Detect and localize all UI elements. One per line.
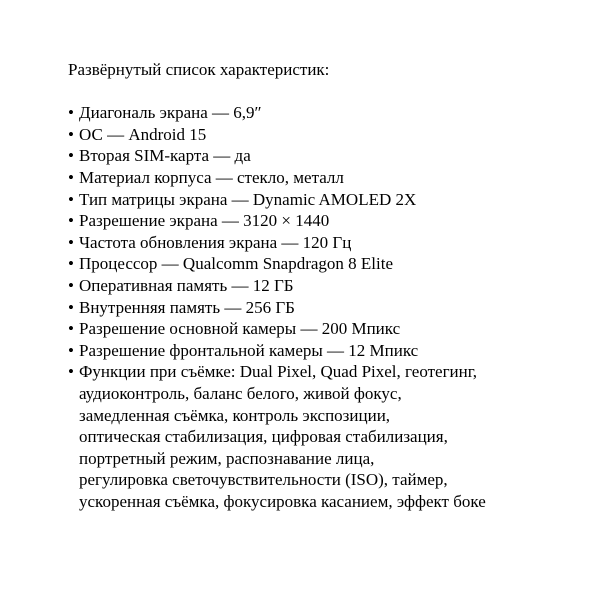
- spec-item-front-camera: [68, 340, 588, 362]
- camera-features-line: замедленная съёмка, контроль экспозиции,: [79, 405, 391, 425]
- bullet-icon: •: [68, 340, 74, 360]
- camera-features-line: регулировка светочувствительности (ISO), таймер,: [79, 470, 448, 490]
- spec-item-screen-resolution: [68, 210, 588, 232]
- spec-item-text: Разрешение фронтальной камеры — 12 Мпикс: [79, 340, 419, 360]
- bullet-icon: •: [68, 362, 74, 382]
- camera-features-line: аудиоконтроль, баланс белого, живой фокус,: [79, 383, 402, 403]
- spec-item-text: Материал корпуса — стекло, металл: [79, 167, 344, 187]
- spec-item-screen-diagonal: [68, 102, 588, 124]
- spec-item-text: Оперативная память — 12 ГБ: [79, 275, 294, 295]
- bullet-icon: •: [68, 103, 74, 123]
- spec-item-text: Диагональ экрана — 6,9″: [79, 103, 262, 123]
- spec-item-text: Частота обновления экрана — 120 Гц: [79, 232, 352, 252]
- bullet-icon: •: [68, 254, 74, 274]
- bullet-icon: •: [68, 232, 74, 252]
- spec-item-processor: [68, 253, 588, 275]
- spec-item-text: Внутренняя память — 256 ГБ: [79, 297, 295, 317]
- bullet-icon: •: [68, 297, 74, 317]
- bullet-icon: •: [68, 319, 74, 339]
- bullet-icon: •: [68, 211, 74, 231]
- spec-item-text: Вторая SIM-карта — да: [79, 146, 251, 166]
- spec-item-text: Процессор — Qualcomm Snapdragon 8 Elite: [79, 254, 394, 274]
- spec-item-text: Разрешение основной камеры — 200 Мпикс: [79, 319, 401, 339]
- spec-item-camera-features: [68, 361, 588, 512]
- bullet-icon: •: [68, 146, 74, 166]
- spec-item-text: Тип матрицы экрана — Dynamic AMOLED 2X: [79, 189, 417, 209]
- spec-item-main-camera: [68, 318, 588, 340]
- bullet-icon: •: [68, 275, 74, 295]
- spec-list-heading: Развёрнутый список характеристик:: [68, 60, 330, 79]
- camera-features-line: портретный режим, распознавание лица,: [79, 448, 375, 468]
- spec-item-second-sim: [68, 145, 588, 167]
- camera-features-line: ускоренная съёмка, фокусировка касанием, эффект боке: [79, 491, 486, 511]
- camera-features-line: оптическая стабилизация, цифровая стабилизация,: [79, 427, 448, 447]
- spec-item-body-material: [68, 167, 588, 189]
- spec-document: [68, 59, 588, 512]
- bullet-icon: •: [68, 189, 74, 209]
- bullet-icon: •: [68, 167, 74, 187]
- camera-features-line: Функции при съёмке: Dual Pixel, Quad Pixel, геотегинг,: [79, 362, 478, 382]
- spec-list: [68, 102, 588, 512]
- spec-item-text: ОС — Android 15: [79, 124, 207, 144]
- spec-item-text: Разрешение экрана — 3120 × 1440: [79, 211, 330, 231]
- bullet-icon: •: [68, 124, 74, 144]
- spec-item-os: [68, 124, 588, 146]
- spec-item-matrix-type: [68, 189, 588, 211]
- spec-item-refresh-rate: [68, 232, 588, 254]
- spec-item-ram: [68, 275, 588, 297]
- spec-item-storage: [68, 297, 588, 319]
